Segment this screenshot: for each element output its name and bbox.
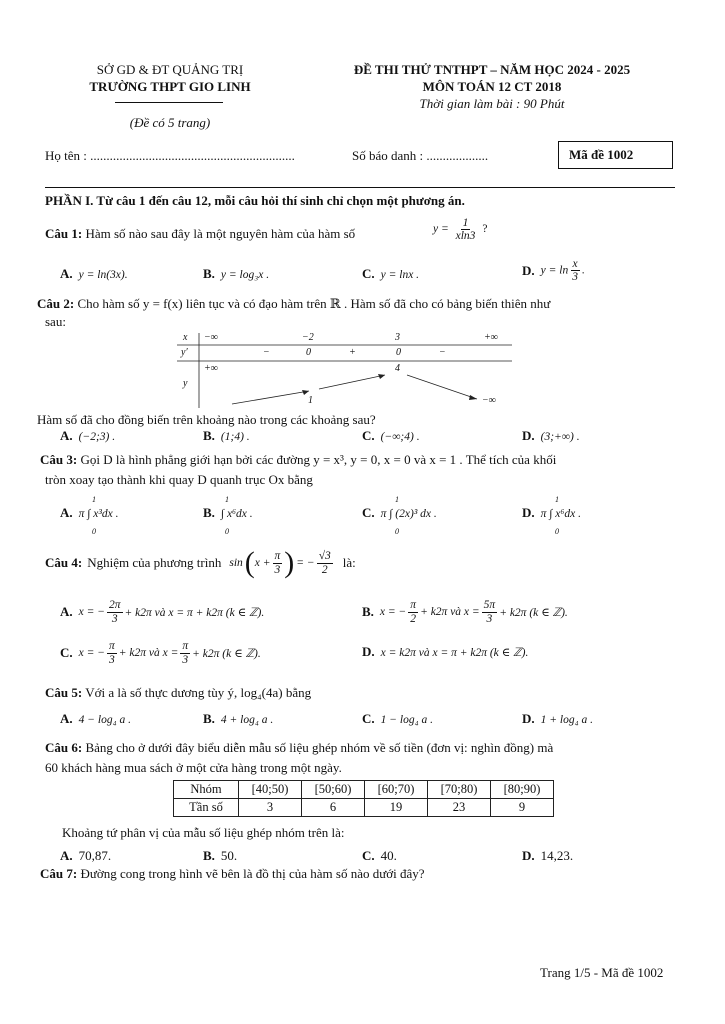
integral-upper-bound: 1 xyxy=(225,495,229,504)
page-footer: Trang 1/5 - Mã đề 1002 xyxy=(540,965,664,980)
integral-upper-bound: 1 xyxy=(395,495,399,504)
question-7 xyxy=(40,866,425,882)
variation-table xyxy=(177,333,512,408)
school-department: SỞ GD & ĐT QUẢNG TRỊ xyxy=(96,62,244,77)
question-4: Câu 4: Nghiệm của phương trình sin ( x + $\frac{\pi}{3}$ ) = − $\frac{√3}{2}$ là: xyxy=(45,546,356,579)
frequency-table xyxy=(173,780,554,817)
section-title: PHẦN I. Từ câu 1 đến câu 12, mỗi câu hỏi thí sinh chỉ chọn một phương án. xyxy=(45,193,465,208)
question-2-label: Câu 2: xyxy=(37,296,75,311)
q6-option-a[interactable]: A. 70,87. xyxy=(60,848,112,863)
table-header-cell: [60;70) xyxy=(365,781,428,799)
q4-option-a[interactable]: A. x = − $\frac{2\pi}{3}$ + k2π và x = π + k2π (k ∈ ℤ). xyxy=(60,599,265,625)
q4-paren-close: ) xyxy=(284,546,295,579)
candidate-id-field: Số báo danh : ................... xyxy=(352,148,489,163)
question-6-text: Bảng cho ở dưới đây biểu diễn mẫu số liệu ghép nhóm về số tiền (đơn vị: nghìn đồng) mà xyxy=(85,740,554,755)
q3-option-b[interactable]: B. ∫ x⁶dx . xyxy=(203,505,253,520)
integral-upper-bound: 1 xyxy=(92,495,96,504)
question-4-text: Nghiệm của phương trình xyxy=(87,555,222,570)
table-header-cell: [80;90) xyxy=(491,781,554,799)
q6-option-b[interactable]: B. 50. xyxy=(203,848,238,863)
question-1-text: Hàm số nào sau đây là một nguyên hàm của hàm số xyxy=(85,226,356,241)
question-2-prompt: Hàm số đã cho đồng biến trên khoảng nào trong các khoảng sau? xyxy=(37,412,376,427)
integral-lower-bound: 0 xyxy=(92,527,96,536)
q1-fn-num: 1 xyxy=(462,217,469,229)
row-x-label: x xyxy=(183,332,188,343)
q4-eq-arg: x + xyxy=(254,557,271,569)
sign: + xyxy=(349,347,356,358)
exam-title: ĐỀ THI THỬ TNTHPT – NĂM HỌC 2024 - 2025 xyxy=(353,62,631,77)
y-value: 4 xyxy=(395,363,400,374)
q3-option-c[interactable]: C. π ∫ (2x)³ dx . xyxy=(362,505,437,520)
question-3-label: Câu 3: xyxy=(40,452,78,467)
table-cell: 3 xyxy=(239,799,302,817)
table-row xyxy=(174,781,554,799)
table-cell: 9 xyxy=(491,799,554,817)
question-5 xyxy=(45,685,311,701)
table-header-cell: [50;60) xyxy=(302,781,365,799)
question-2 xyxy=(37,296,550,312)
question-2-text: Cho hàm số y = f(x) liên tục và có đạo hàm trên ℝ . Hàm số đã cho có bảng biến thiên như xyxy=(77,296,551,311)
q4-option-b[interactable]: B. x = − $\frac{\pi}{2}$ + k2π và x = $\frac{5\pi}{3}$ + k2π (k ∈ ℤ). xyxy=(362,599,568,625)
question-1 xyxy=(45,226,355,242)
page-count: (Đề có 5 trang) xyxy=(129,115,211,130)
q6-option-c[interactable]: C. 40. xyxy=(362,848,397,863)
question-3-text-cont: tròn xoay tạo thành khi quay D quanh trục Ox bằng xyxy=(45,472,313,487)
q3-option-d[interactable]: D. π ∫ x⁶dx . xyxy=(522,505,582,520)
question-4-label: Câu 4: xyxy=(45,555,83,570)
table-header-cell: [70;80) xyxy=(428,781,491,799)
table-header-cell: Nhóm xyxy=(174,781,239,799)
q4-option-c[interactable]: C. x = − $\frac{\pi}{3}$ + k2π và x = $\frac{\pi}{3}$ + k2π (k ∈ ℤ). xyxy=(60,640,261,666)
question-7-label: Câu 7: xyxy=(40,866,78,881)
exam-subject: MÔN TOÁN 12 CT 2018 xyxy=(422,79,562,94)
q2-option-c[interactable]: C. (−∞;4) . xyxy=(362,428,420,443)
q1-option-a[interactable]: A. y = ln(3x). xyxy=(60,266,128,281)
question-3-text: Gọi D là hình phẳng giới hạn bởi các đường y = x³, y = 0, x = 0 và x = 1 . Thể tích của khối xyxy=(80,452,557,467)
table-header-cell: [40;50) xyxy=(239,781,302,799)
question-6-label: Câu 6: xyxy=(45,740,83,755)
x-value: +∞ xyxy=(484,332,498,343)
y-value: +∞ xyxy=(204,363,218,374)
q1-fn-lhs: y = xyxy=(433,223,449,236)
question-6-prompt: Khoảng tứ phân vị của mẫu số liệu ghép nhóm trên là: xyxy=(62,825,345,840)
x-value: −∞ xyxy=(204,332,218,343)
integral-lower-bound: 0 xyxy=(225,527,229,536)
question-6 xyxy=(45,740,553,756)
q2-option-a[interactable]: A. (−2;3) . xyxy=(60,428,116,443)
question-5-text: Với a là số thực dương tùy ý, log₄(4a) bằng xyxy=(85,685,312,700)
row-y-label: y xyxy=(183,378,188,389)
q2-option-b[interactable]: B. (1;4) . xyxy=(203,428,250,443)
question-1-function xyxy=(433,217,487,242)
name-field: Họ tên : ............................................................... xyxy=(45,148,295,163)
y-value: 1 xyxy=(308,395,313,406)
question-5-label: Câu 5: xyxy=(45,685,83,700)
section-divider xyxy=(45,187,675,188)
q1-option-c[interactable]: C. y = lnx . xyxy=(362,266,420,281)
sign: 0 xyxy=(306,347,311,358)
question-7-text: Đường cong trong hình vẽ bên là đồ thị của hàm số nào dưới đây? xyxy=(80,866,425,881)
x-value: 3 xyxy=(395,332,400,343)
question-6-text-cont: 60 khách hàng mua sách ở một cửa hàng trong một ngày. xyxy=(45,760,342,775)
q1-fn-end: ? xyxy=(482,223,488,236)
exam-code-box: Mã đề 1002 xyxy=(558,141,673,169)
q5-option-b[interactable]: B. 4 + log₄ a . xyxy=(203,711,274,726)
row-yprime-label: y′ xyxy=(181,347,188,358)
sign: 0 xyxy=(396,347,401,358)
q6-option-d[interactable]: D. 14,23. xyxy=(522,848,574,863)
y-value: −∞ xyxy=(482,395,496,406)
question-2-text-cont: sau: xyxy=(45,314,66,329)
q2-option-d[interactable]: D. (3;+∞) . xyxy=(522,428,580,443)
table-cell: Tần số xyxy=(174,799,239,817)
table-cell: 6 xyxy=(302,799,365,817)
table-cell: 19 xyxy=(365,799,428,817)
q4-paren-open: ( xyxy=(244,546,255,579)
sign: − xyxy=(263,347,270,358)
header-divider xyxy=(115,102,223,103)
school-name: TRƯỜNG THPT GIO LINH xyxy=(89,79,251,94)
q4-eq-rhs: = − xyxy=(296,557,315,569)
q4-eq-sin: sin xyxy=(229,557,243,569)
table-row xyxy=(174,799,554,817)
q5-option-c[interactable]: C. 1 − log₄ a . xyxy=(362,711,433,726)
q1-fn-den: xln3 xyxy=(455,230,476,243)
question-1-label: Câu 1: xyxy=(45,226,83,241)
q1-option-b[interactable]: B. y = log₃x . xyxy=(203,266,270,281)
integral-upper-bound: 1 xyxy=(555,495,559,504)
q4-eq-end: là: xyxy=(342,555,356,570)
q5-option-a[interactable]: A. 4 − log₄ a . xyxy=(60,711,131,726)
question-3 xyxy=(40,452,556,468)
q3-option-a[interactable]: A. π ∫ x³dx . xyxy=(60,505,119,520)
exam-duration: Thời gian làm bài : 90 Phút xyxy=(419,96,565,111)
q5-option-d[interactable]: D. 1 + log₄ a . xyxy=(522,711,593,726)
integral-lower-bound: 0 xyxy=(395,527,399,536)
q4-option-d[interactable]: D. x = k2π và x = π + k2π (k ∈ ℤ). xyxy=(362,644,529,659)
q1-option-d[interactable]: D. y = ln $\frac{x}{3}$ . xyxy=(522,258,585,284)
x-value: −2 xyxy=(302,332,314,343)
table-cell: 23 xyxy=(428,799,491,817)
integral-lower-bound: 0 xyxy=(555,527,559,536)
sign: − xyxy=(439,347,446,358)
